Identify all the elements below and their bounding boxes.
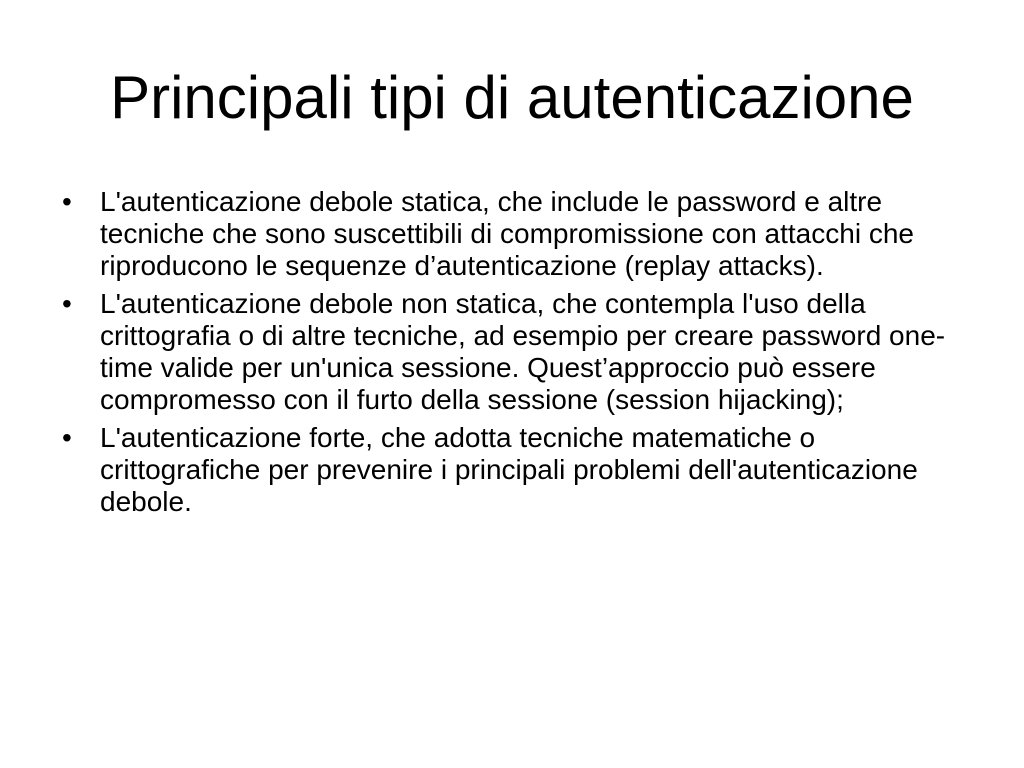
bullet-marker: • [62, 288, 72, 319]
slide-title: Principali tipi di autenticazione [110, 64, 914, 131]
bullet-item-nonstatic-weak-auth [62, 288, 962, 416]
bullet-list [62, 186, 962, 524]
bullet-text: L'autenticazione debole statica, che include le password e altre tecniche che sono suscettibili di compromissione con attacchi che riproducono le sequenze d’autenticazione (replay attacks). [100, 186, 914, 281]
bullet-item-static-weak-auth [62, 186, 962, 282]
bullet-marker: • [62, 422, 72, 453]
bullet-marker: • [62, 186, 72, 217]
bullet-text: L'autenticazione debole non statica, che contempla l'uso della crittografia o di altre tecniche, ad esempio per creare password one-time valide per un'unica sessione. Quest’approccio può essere compromesso con il furto della sessione (session hijacking); [100, 288, 946, 415]
bullet-text: L'autenticazione forte, che adotta tecniche matematiche o crittografiche per prevenire i principali problemi dell'autenticazione debole. [100, 422, 918, 517]
bullet-item-strong-auth [62, 422, 962, 518]
